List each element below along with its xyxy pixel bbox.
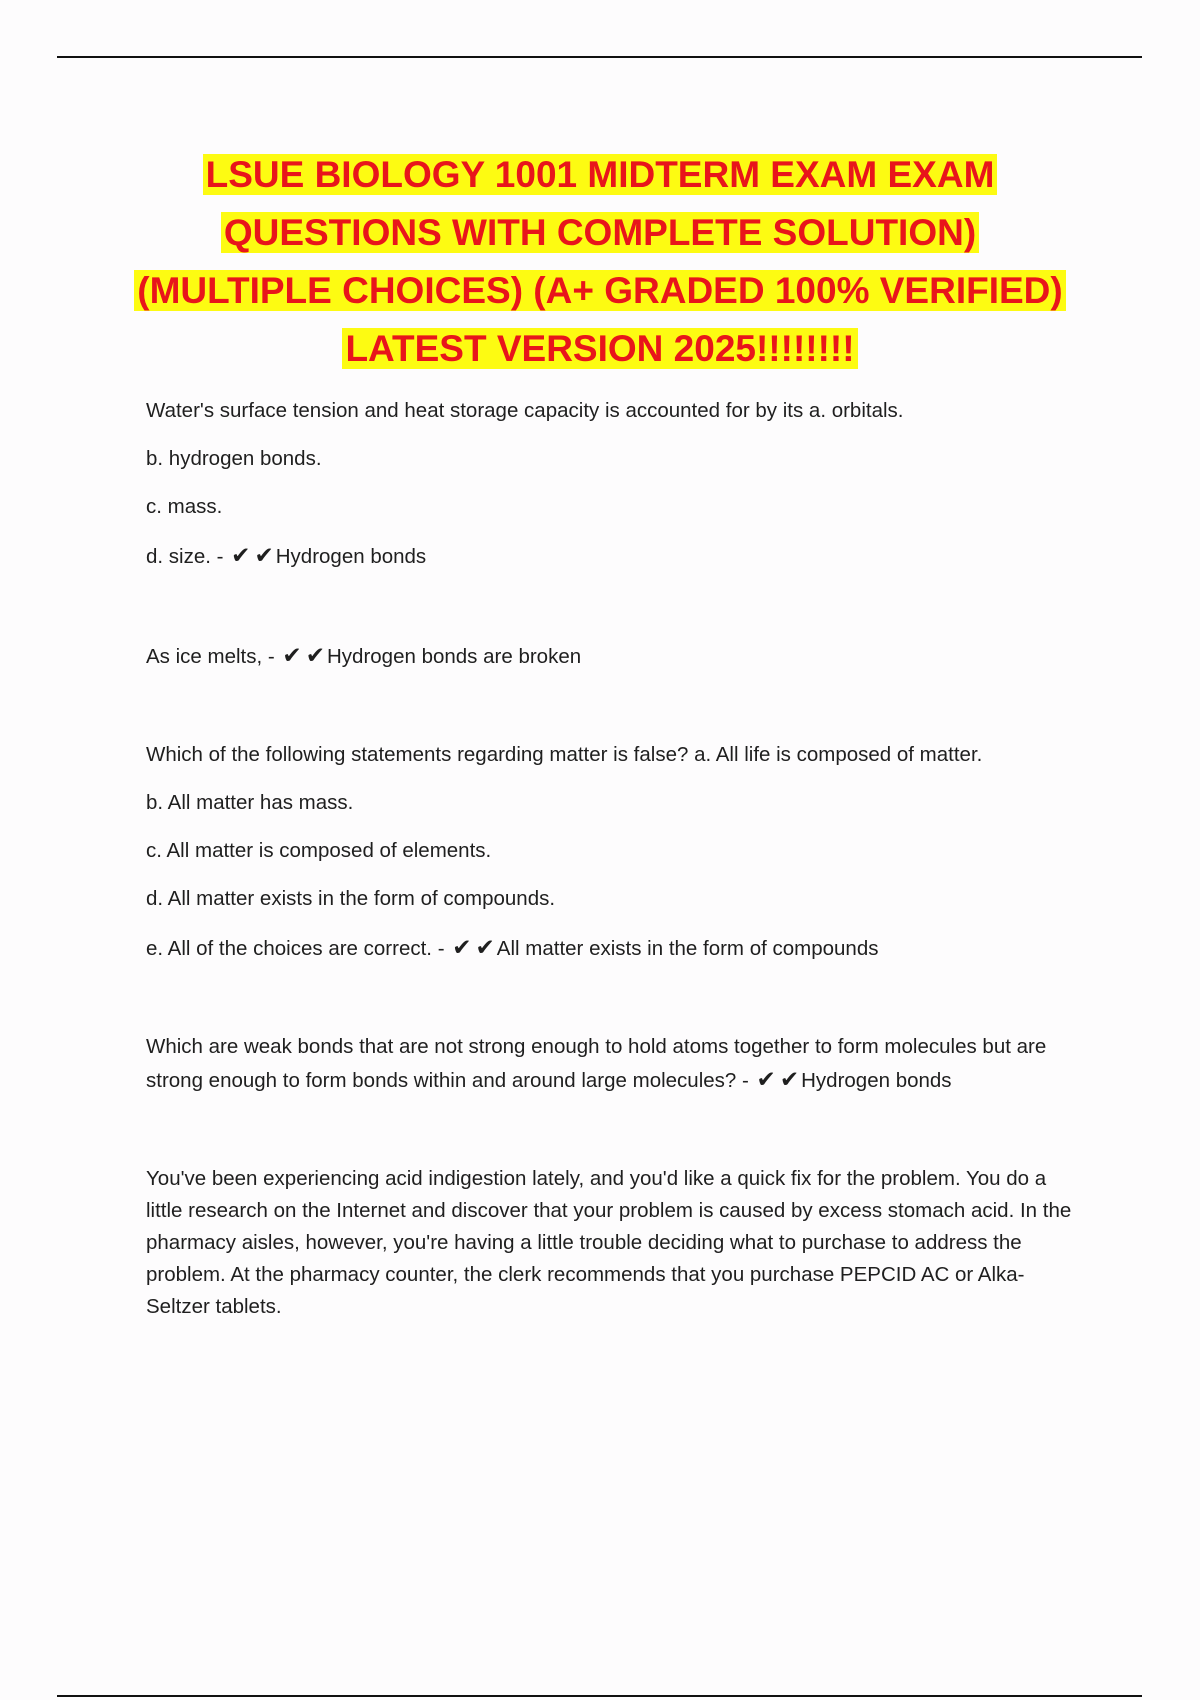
q4-answer: Hydrogen bonds (801, 1069, 952, 1092)
header-rule (57, 56, 1142, 58)
q4-question: Which are weak bonds that are not strong enough to hold atoms together to form molecules but are strong enough to form bonds within and around large molecules? - (146, 1035, 1047, 1092)
document-title (60, 146, 1140, 378)
check-icon: ✔ (475, 934, 495, 960)
q3-option-e: e. All of the choices are correct. - (146, 937, 445, 960)
q1-option-d-line (146, 539, 1086, 573)
q3-question: Which of the following statements regarding matter is false? a. All life is composed of matter. (146, 743, 983, 766)
q5-question: You've been experiencing acid indigestion lately, and you'd like a quick fix for the problem. You do a little research on the Internet and discover that your problem is caused by excess stomach acid. In the pharmacy aisles, however, you're having a little trouble deciding what to purchase to address the problem. At the pharmacy counter, the clerk recommends that you purchase PEPCID AC or Alka-Seltzer tablets. (146, 1167, 1072, 1318)
q2-answer: Hydrogen bonds are broken (326, 645, 582, 668)
check-icon: ✔ (779, 1066, 800, 1092)
title-line-4: LATEST VERSION 2025!!!!!!!! (342, 328, 857, 369)
q1-question: Water's surface tension and heat storage capacity is accounted for by its a. orbitals. (146, 399, 904, 422)
check-icon: ✔ (756, 1066, 776, 1092)
check-icon: ✔ (305, 642, 325, 668)
q3-option-e-line (146, 931, 1086, 965)
q4-line (146, 1031, 1086, 1097)
title-line-1: LSUE BIOLOGY 1001 MIDTERM EXAM EXAM (203, 154, 998, 195)
footer-rule (57, 1695, 1142, 1697)
q1-option-c: c. mass. (146, 495, 223, 518)
check-icon: ✔ (231, 542, 251, 568)
q3-answer: All matter exists in the form of compounds (496, 937, 879, 960)
q1-answer: Hydrogen bonds (275, 545, 427, 568)
q3-option-c: c. All matter is composed of elements. (146, 839, 492, 862)
check-icon: ✔ (254, 542, 274, 568)
q3-option-d: d. All matter exists in the form of compounds. (146, 887, 556, 910)
title-line-2: QUESTIONS WITH COMPLETE SOLUTION) (221, 212, 979, 253)
check-icon: ✔ (282, 642, 302, 668)
q2-question: As ice melts, - (146, 645, 275, 668)
q3-option-b: b. All matter has mass. (146, 791, 354, 814)
document-body (146, 395, 1086, 1323)
q2-line (146, 639, 1086, 673)
q1-option-b: b. hydrogen bonds. (146, 447, 322, 470)
check-icon: ✔ (452, 934, 472, 960)
title-line-3: (MULTIPLE CHOICES) (A+ GRADED 100% VERIFIED) (134, 270, 1065, 311)
q1-option-d: d. size. - (146, 545, 224, 568)
